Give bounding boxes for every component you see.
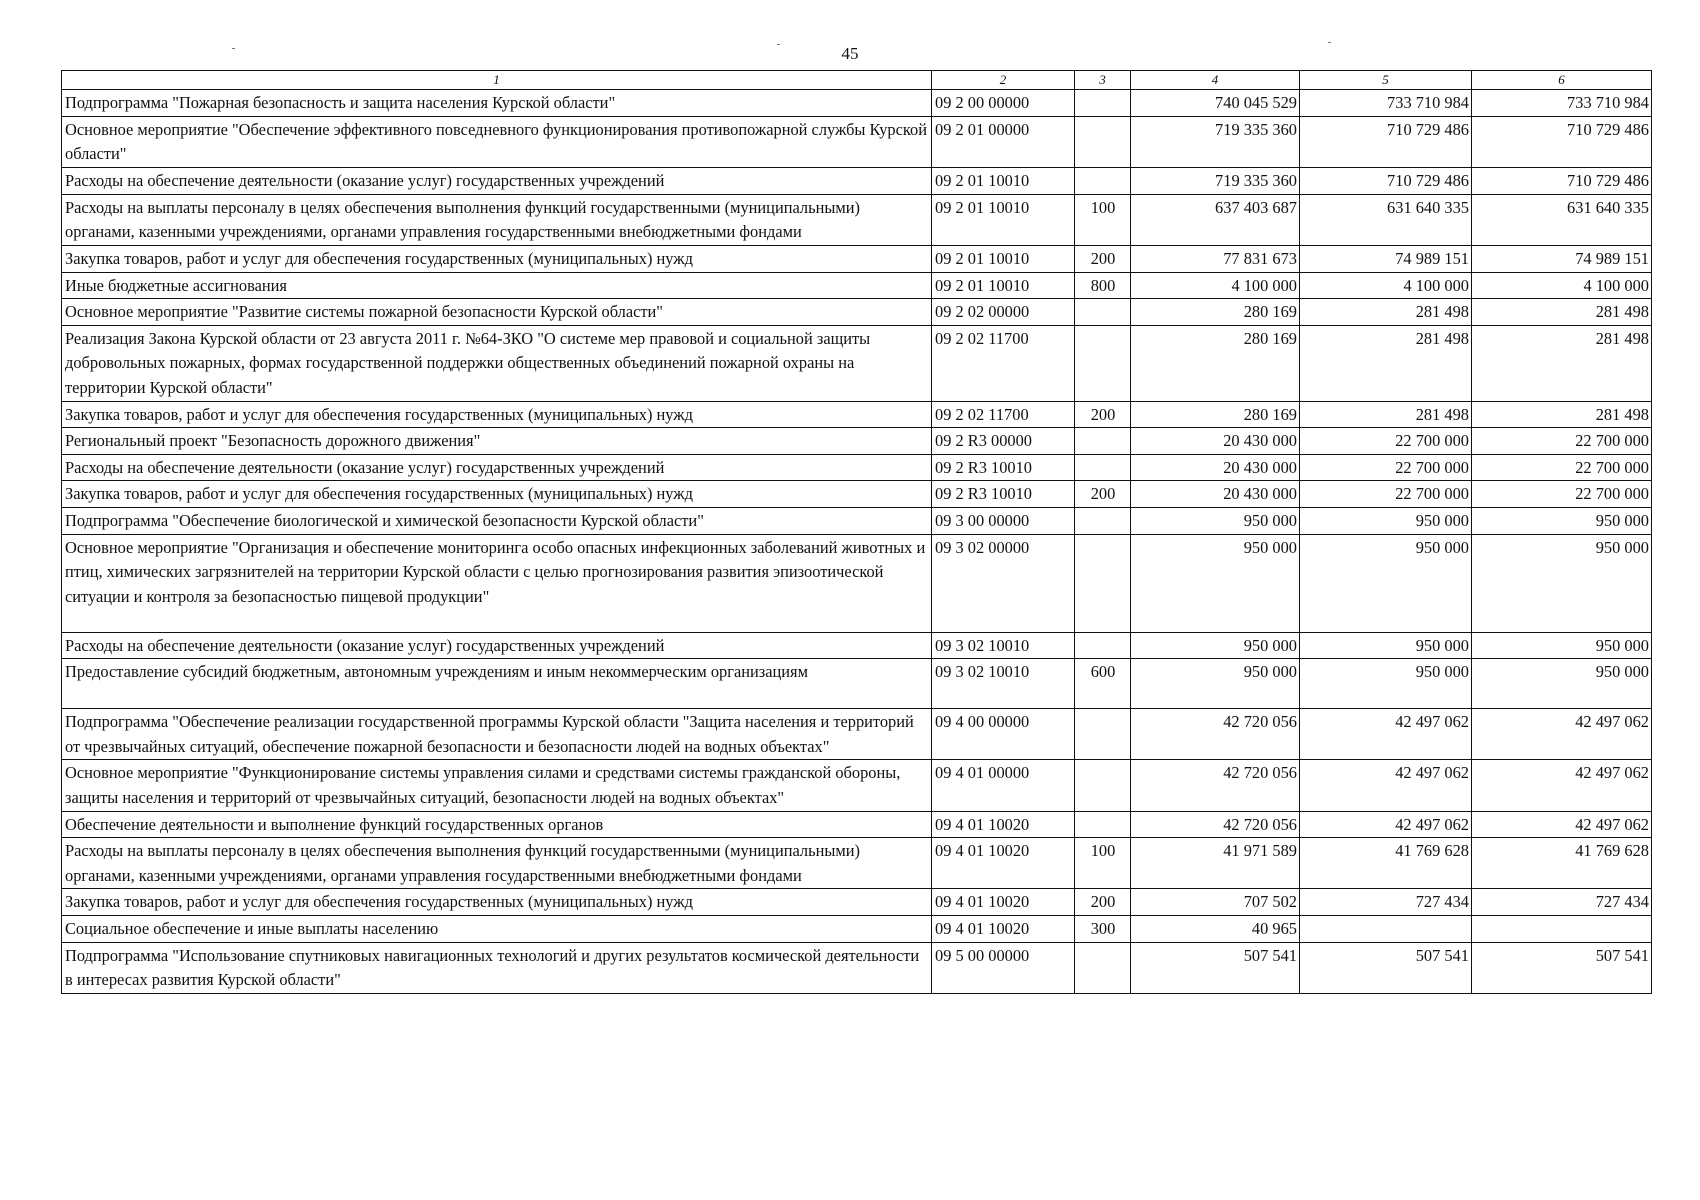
amount-col6: 22 700 000	[1472, 428, 1652, 455]
amount-col5: 507 541	[1300, 942, 1472, 993]
expense-type: 300	[1075, 916, 1131, 943]
amount-col5: 710 729 486	[1300, 116, 1472, 167]
amount-col5: 281 498	[1300, 325, 1472, 401]
amount-col4: 42 720 056	[1131, 760, 1300, 811]
table-row	[62, 659, 1652, 709]
amount-col4: 719 335 360	[1131, 168, 1300, 195]
amount-col6: 950 000	[1472, 534, 1652, 632]
amount-col5: 950 000	[1300, 534, 1472, 632]
amount-col6: 42 497 062	[1472, 709, 1652, 760]
amount-col5: 281 498	[1300, 401, 1472, 428]
budget-code: 09 4 01 10020	[932, 838, 1075, 889]
budget-code: 09 2 01 10010	[932, 194, 1075, 245]
table-row	[62, 760, 1652, 811]
amount-col5: 950 000	[1300, 508, 1472, 535]
item-name: Подпрограмма "Использование спутниковых навигационных технологий и других результатов космической деятельности в интересах развития Курской области"	[62, 942, 932, 993]
item-name: Расходы на обеспечение деятельности (оказание услуг) государственных учреждений	[62, 632, 932, 659]
expense-type	[1075, 508, 1131, 535]
table-row	[62, 325, 1652, 401]
table-row	[62, 838, 1652, 889]
amount-col5: 42 497 062	[1300, 760, 1472, 811]
amount-col4: 42 720 056	[1131, 811, 1300, 838]
amount-col6: 281 498	[1472, 401, 1652, 428]
expense-type: 800	[1075, 272, 1131, 299]
budget-code: 09 4 01 10020	[932, 811, 1075, 838]
amount-col5: 42 497 062	[1300, 811, 1472, 838]
amount-col6	[1472, 916, 1652, 943]
amount-col5: 41 769 628	[1300, 838, 1472, 889]
amount-col6: 710 729 486	[1472, 116, 1652, 167]
amount-col5: 950 000	[1300, 632, 1472, 659]
table-row	[62, 194, 1652, 245]
amount-col6: 4 100 000	[1472, 272, 1652, 299]
amount-col5: 4 100 000	[1300, 272, 1472, 299]
budget-code: 09 3 00 00000	[932, 508, 1075, 535]
expense-type	[1075, 325, 1131, 401]
amount-col4: 507 541	[1131, 942, 1300, 993]
item-name: Подпрограмма "Пожарная безопасность и защита населения Курской области"	[62, 90, 932, 117]
expense-type	[1075, 534, 1131, 632]
item-name: Расходы на обеспечение деятельности (оказание услуг) государственных учреждений	[62, 454, 932, 481]
budget-code: 09 2 01 10010	[932, 168, 1075, 195]
amount-col4: 950 000	[1131, 632, 1300, 659]
expense-type	[1075, 168, 1131, 195]
expense-type: 600	[1075, 659, 1131, 709]
table-row	[62, 889, 1652, 916]
expense-type	[1075, 454, 1131, 481]
amount-col6: 74 989 151	[1472, 245, 1652, 272]
item-name: Реализация Закона Курской области от 23 августа 2011 г. №64-ЗКО "О системе мер правовой и социальной защиты добровольных пожарных, формах государственной поддержки общественных объединений пожарной охраны на территории Курской области"	[62, 325, 932, 401]
item-name: Предоставление субсидий бюджетным, автономным учреждениям и иным некоммерческим организациям	[62, 659, 932, 709]
budget-code: 09 4 01 10020	[932, 889, 1075, 916]
item-name: Региональный проект "Безопасность дорожного движения"	[62, 428, 932, 455]
item-name: Расходы на выплаты персоналу в целях обеспечения выполнения функций государственными (муниципальными) органами, казенными учреждениями, органами управления государственными внебюджетными фондами	[62, 194, 932, 245]
item-name: Закупка товаров, работ и услуг для обеспечения государственных (муниципальных) нужд	[62, 889, 932, 916]
amount-col4: 707 502	[1131, 889, 1300, 916]
item-name: Основное мероприятие "Развитие системы пожарной безопасности Курской области"	[62, 299, 932, 326]
budget-code: 09 3 02 00000	[932, 534, 1075, 632]
expense-type: 200	[1075, 889, 1131, 916]
amount-col6: 281 498	[1472, 325, 1652, 401]
budget-code: 09 2 R3 10010	[932, 481, 1075, 508]
item-name: Подпрограмма "Обеспечение реализации государственной программы Курской области "Защита населения и территорий от чрезвычайных ситуаций, обеспечение пожарной безопасности и безопасности людей на водных объектах"	[62, 709, 932, 760]
budget-code: 09 3 02 10010	[932, 632, 1075, 659]
amount-col5: 950 000	[1300, 659, 1472, 709]
amount-col6: 727 434	[1472, 889, 1652, 916]
table-row	[62, 272, 1652, 299]
expense-type	[1075, 116, 1131, 167]
expense-type	[1075, 632, 1131, 659]
amount-col5: 22 700 000	[1300, 481, 1472, 508]
amount-col6: 733 710 984	[1472, 90, 1652, 117]
amount-col6: 22 700 000	[1472, 454, 1652, 481]
budget-code: 09 2 02 11700	[932, 401, 1075, 428]
expense-type	[1075, 942, 1131, 993]
header-cell: 1	[62, 71, 932, 90]
header-cell: 4	[1131, 71, 1300, 90]
amount-col4: 20 430 000	[1131, 481, 1300, 508]
amount-col6: 281 498	[1472, 299, 1652, 326]
amount-col4: 20 430 000	[1131, 454, 1300, 481]
expense-type: 200	[1075, 245, 1131, 272]
budget-code: 09 4 00 00000	[932, 709, 1075, 760]
amount-col6: 950 000	[1472, 508, 1652, 535]
item-name: Закупка товаров, работ и услуг для обеспечения государственных (муниципальных) нужд	[62, 401, 932, 428]
expense-type	[1075, 428, 1131, 455]
item-name: Закупка товаров, работ и услуг для обеспечения государственных (муниципальных) нужд	[62, 481, 932, 508]
amount-col4: 280 169	[1131, 299, 1300, 326]
budget-code: 09 3 02 10010	[932, 659, 1075, 709]
item-name: Основное мероприятие "Функционирование системы управления силами и средствами системы гражданской обороны, защиты населения и территорий от чрезвычайных ситуаций, безопасности людей на водных объектах"	[62, 760, 932, 811]
table-row	[62, 299, 1652, 326]
header-cell: 2	[932, 71, 1075, 90]
header-row	[62, 71, 1652, 90]
expense-type	[1075, 709, 1131, 760]
amount-col4: 280 169	[1131, 325, 1300, 401]
amount-col5: 281 498	[1300, 299, 1472, 326]
amount-col5: 631 640 335	[1300, 194, 1472, 245]
item-name: Обеспечение деятельности и выполнение функций государственных органов	[62, 811, 932, 838]
amount-col6: 950 000	[1472, 659, 1652, 709]
amount-col4: 719 335 360	[1131, 116, 1300, 167]
header-cell: 6	[1472, 71, 1652, 90]
amount-col6: 507 541	[1472, 942, 1652, 993]
header-cell: 3	[1075, 71, 1131, 90]
amount-col4: 950 000	[1131, 508, 1300, 535]
budget-code: 09 2 R3 00000	[932, 428, 1075, 455]
page-number: 45	[841, 44, 859, 63]
budget-code: 09 2 R3 10010	[932, 454, 1075, 481]
table-row	[62, 454, 1652, 481]
expense-type: 200	[1075, 401, 1131, 428]
expense-type: 100	[1075, 194, 1131, 245]
table-row	[62, 401, 1652, 428]
budget-code: 09 5 00 00000	[932, 942, 1075, 993]
table-row	[62, 942, 1652, 993]
amount-col4: 41 971 589	[1131, 838, 1300, 889]
amount-col5: 22 700 000	[1300, 428, 1472, 455]
budget-code: 09 2 01 10010	[932, 272, 1075, 299]
expense-type: 100	[1075, 838, 1131, 889]
amount-col4: 950 000	[1131, 534, 1300, 632]
amount-col4: 950 000	[1131, 659, 1300, 709]
item-name: Иные бюджетные ассигнования	[62, 272, 932, 299]
table-row	[62, 632, 1652, 659]
amount-col5	[1300, 916, 1472, 943]
table-row	[62, 168, 1652, 195]
amount-col4: 42 720 056	[1131, 709, 1300, 760]
item-name: Социальное обеспечение и иные выплаты населению	[62, 916, 932, 943]
amount-col4: 20 430 000	[1131, 428, 1300, 455]
amount-col5: 42 497 062	[1300, 709, 1472, 760]
amount-col6: 41 769 628	[1472, 838, 1652, 889]
expense-type	[1075, 90, 1131, 117]
amount-col6: 42 497 062	[1472, 760, 1652, 811]
amount-col5: 74 989 151	[1300, 245, 1472, 272]
item-name: Закупка товаров, работ и услуг для обеспечения государственных (муниципальных) нужд	[62, 245, 932, 272]
amount-col5: 22 700 000	[1300, 454, 1472, 481]
budget-code: 09 2 02 00000	[932, 299, 1075, 326]
table-row	[62, 508, 1652, 535]
table-row	[62, 534, 1652, 632]
item-name: Расходы на обеспечение деятельности (оказание услуг) государственных учреждений	[62, 168, 932, 195]
item-name: Основное мероприятие "Обеспечение эффективного повседневного функционирования противопожарной службы Курской области"	[62, 116, 932, 167]
table-row	[62, 916, 1652, 943]
amount-col6: 631 640 335	[1472, 194, 1652, 245]
budget-code: 09 2 02 11700	[932, 325, 1075, 401]
amount-col5: 733 710 984	[1300, 90, 1472, 117]
amount-col4: 637 403 687	[1131, 194, 1300, 245]
budget-table	[61, 70, 1652, 994]
amount-col4: 77 831 673	[1131, 245, 1300, 272]
budget-code: 09 2 00 00000	[932, 90, 1075, 117]
table-row	[62, 481, 1652, 508]
table-row	[62, 811, 1652, 838]
expense-type	[1075, 760, 1131, 811]
amount-col6: 710 729 486	[1472, 168, 1652, 195]
budget-code: 09 2 01 00000	[932, 116, 1075, 167]
amount-col5: 710 729 486	[1300, 168, 1472, 195]
item-name: Основное мероприятие "Организация и обеспечение мониторинга особо опасных инфекционных заболеваний животных и птиц, химических загрязнителей на территории Курской области с целью прогнозирования развития эпизоотической ситуации и контроля за безопасностью пищевой продукции"	[62, 534, 932, 632]
budget-code: 09 2 01 10010	[932, 245, 1075, 272]
amount-col6: 22 700 000	[1472, 481, 1652, 508]
amount-col4: 280 169	[1131, 401, 1300, 428]
budget-code: 09 4 01 00000	[932, 760, 1075, 811]
expense-type: 200	[1075, 481, 1131, 508]
table-row	[62, 709, 1652, 760]
amount-col6: 42 497 062	[1472, 811, 1652, 838]
amount-col4: 40 965	[1131, 916, 1300, 943]
budget-code: 09 4 01 10020	[932, 916, 1075, 943]
expense-type	[1075, 811, 1131, 838]
item-name: Расходы на выплаты персоналу в целях обеспечения выполнения функций государственными (муниципальными) органами, казенными учреждениями, органами управления государственными внебюджетными фондами	[62, 838, 932, 889]
table-row	[62, 245, 1652, 272]
expense-type	[1075, 299, 1131, 326]
amount-col6: 950 000	[1472, 632, 1652, 659]
table-row	[62, 116, 1652, 167]
amount-col4: 4 100 000	[1131, 272, 1300, 299]
amount-col4: 740 045 529	[1131, 90, 1300, 117]
header-cell: 5	[1300, 71, 1472, 90]
table-row	[62, 90, 1652, 117]
item-name: Подпрограмма "Обеспечение биологической и химической безопасности Курской области"	[62, 508, 932, 535]
amount-col5: 727 434	[1300, 889, 1472, 916]
table-row	[62, 428, 1652, 455]
